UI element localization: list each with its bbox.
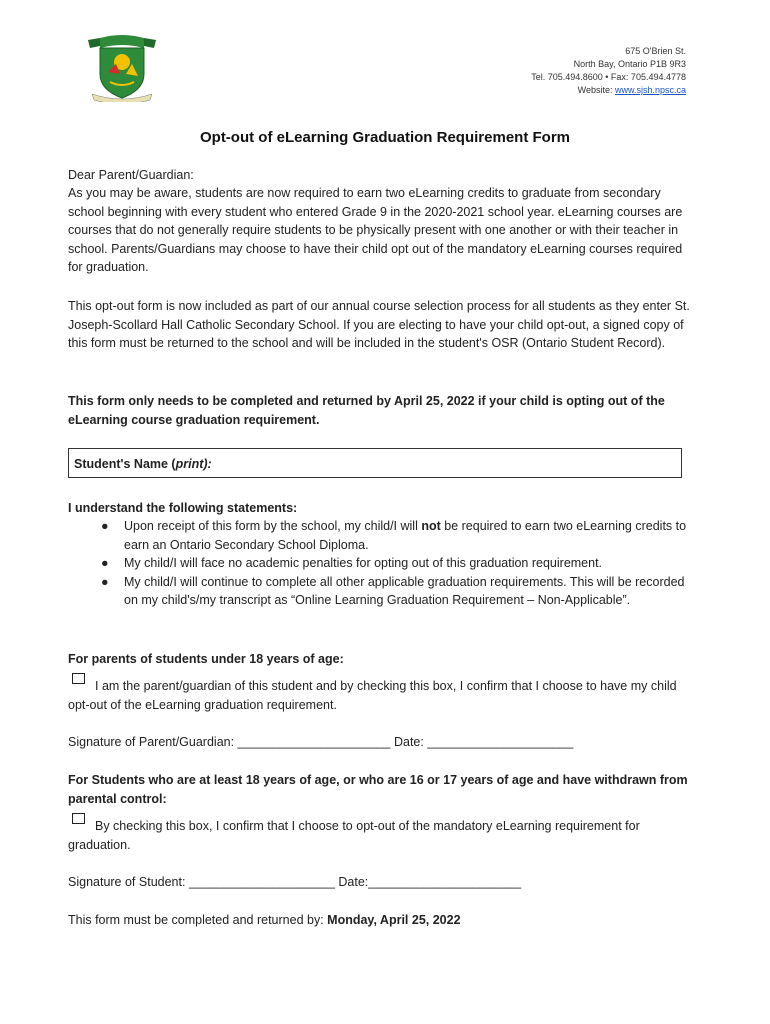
page-title: Opt-out of eLearning Graduation Requirement Form [199,129,570,146]
address-line-city: North Bay, Ontario P1B 9R3 [573,59,686,69]
address-line-website [531,84,686,97]
parent-signature-line: Signature of Parent/Guardian: ______________________ Date: _____________________ [68,735,574,749]
parents-heading: For parents of students under 18 years of age: [68,652,344,666]
opt-out-paragraph: This opt-out form is now included as part of our annual course selection process for all students as they enter St. Joseph-Scollard Hall Catholic Secondary School. If you are electing to have your child opt-out, a signed copy of this form must be returned to the school and will be included in the student's OSR (Ontario Student Record). [68,299,690,350]
parent-checkbox[interactable] [72,673,85,684]
bullet1-text-bold: not [421,519,441,533]
bullet2-text: My child/I will face no academic penalties for opting out of this graduation requirement. [124,556,603,570]
student-name-label-print: print): [175,457,212,471]
student-name-label: Student's Name ( [74,457,176,471]
bullet1-text-c: be required to earn two eLearning credits to earn an Ontario Secondary School Diploma. [124,519,687,552]
bullet3-text: My child/I will continue to complete all other applicable graduation requirements. This will be recorded on my child's/my transcript as “Online Learning Graduation Requirement – Non-Applicable”. [124,574,685,607]
salutation: Dear Parent/Guardian: [68,168,194,182]
list-item [68,517,693,554]
school-address [531,45,686,97]
bullet-icon: ● [101,519,109,533]
bullet-icon: ● [101,574,109,589]
website-label: Website: [577,85,615,95]
school-crest-logo [86,34,158,102]
statements-heading: I understand the following statements: [68,501,298,515]
student-consent [68,817,693,854]
footer-label: This form must be completed and returned by: [68,913,328,927]
list-item [68,554,693,573]
student-signature-line: Signature of Student: _____________________ Date:______________________ [68,875,522,889]
statements-list [68,517,693,610]
bullet-icon: ● [101,556,109,570]
deadline-notice: This form only needs to be completed and returned by April 25, 2022 if your child is opting out of the eLearning course graduation requirement. [68,394,665,427]
list-item [68,573,693,610]
address-line-street: 675 O'Brien St. [625,46,686,56]
student-checkbox-text: By checking this box, I confirm that I choose to opt-out of the mandatory eLearning requirement for graduation. [68,819,640,852]
students-heading: For Students who are at least 18 years of age, or who are 16 or 17 years of age and have withdrawn from parental control: [68,773,688,806]
parent-checkbox-text: I am the parent/guardian of this student and by checking this box, I confirm that I choose to have my child opt-out of the eLearning graduation requirement. [68,679,677,712]
footer-date: Monday, April 25, 2022 [327,913,461,927]
intro-paragraph: As you may be aware, students are now required to earn two eLearning credits to graduate from secondary school beginning with every student who entered Grade 9 in the 2020-2021 school year. eLearning courses are courses that do not generally require students to be physically present with one another or with their teacher in school. Parents/Guardians may choose to have their child opt out of the mandatory eLearning courses required for graduation. [68,186,683,274]
bullet1-text-a: Upon receipt of this form by the school, my child/I will [124,519,422,533]
parent-consent [68,677,693,714]
student-checkbox[interactable] [72,813,85,824]
website-link[interactable]: www.sjsh.npsc.ca [614,85,686,95]
student-name-field[interactable] [68,448,682,478]
footer-deadline [68,911,693,930]
address-line-phone: Tel. 705.494.8600 • Fax: 705.494.4778 [531,72,686,82]
